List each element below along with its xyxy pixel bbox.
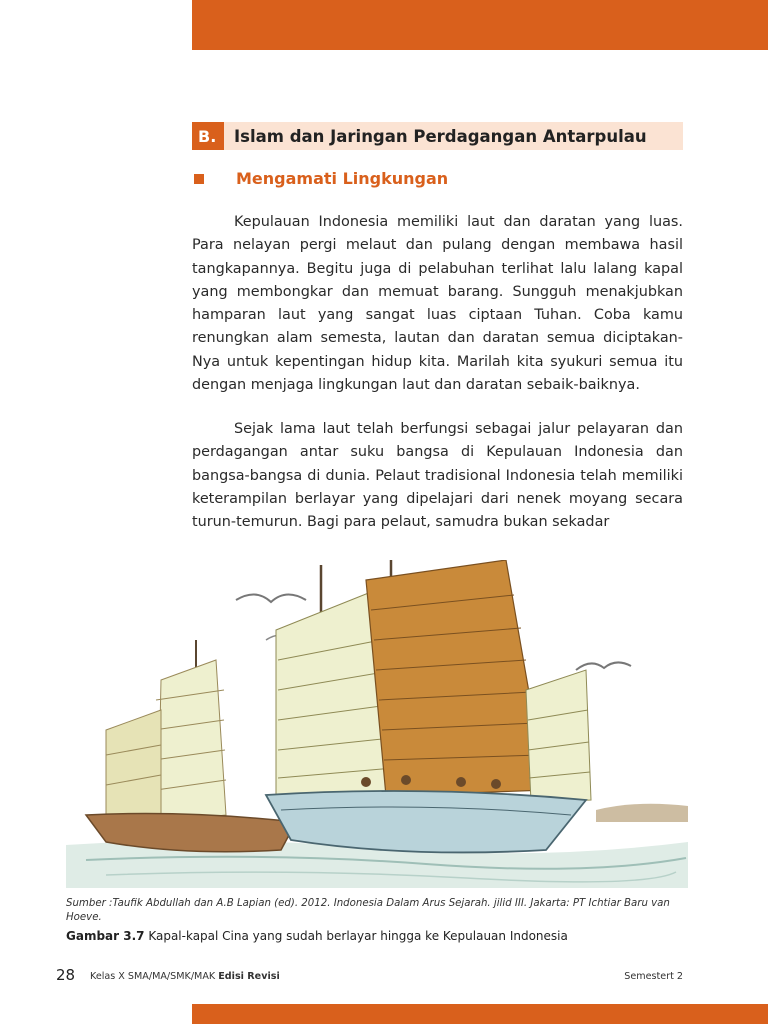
bottom-accent-bar bbox=[192, 1004, 768, 1024]
footer-semester: Semestert 2 bbox=[624, 971, 683, 982]
section-heading bbox=[192, 122, 683, 150]
body-paragraph-1: Kepulauan Indonesia memiliki laut dan daratan yang luas. Para nelayan pergi melaut dan pulang dengan membawa hasil tangkapannya. Begitu juga di pelabuhan terlihat lalu lalang kapal yang membongkar dan memuat barang. Sungguh menakjubkan hamparan laut yang sangat luas ciptaan Tuhan. Coba kamu renungkan alam semesta, lautan dan daratan semua diciptakan-Nya untuk kepentingan hidup kita. Marilah kita syukuri semua itu dengan menjaga lingkungan laut dan daratan sebaik-baiknya. bbox=[192, 214, 683, 394]
caption-text: Kapal-kapal Cina yang sudah berlayar hingga ke Kepulauan Indonesia bbox=[144, 929, 568, 943]
top-accent-bar bbox=[192, 0, 768, 50]
subsection-title: Mengamati Lingkungan bbox=[236, 169, 449, 188]
caption-label: Gambar 3.7 bbox=[66, 929, 145, 943]
book-title: Kelas X SMA/MA/SMK/MAK bbox=[90, 971, 219, 982]
page-number: 28 bbox=[56, 966, 76, 984]
section-letter: B. bbox=[192, 122, 224, 150]
figure-caption bbox=[66, 928, 706, 944]
footer-book-title bbox=[90, 971, 280, 982]
square-bullet-icon bbox=[194, 174, 204, 184]
section-title: Islam dan Jaringan Perdagangan Antarpulau bbox=[234, 126, 647, 146]
figure-source: Sumber :Taufik Abdullah dan A.B Lapian (ed). 2012. Indonesia Dalam Arus Sejarah. jilid III. Jakarta: PT Ichtiar Baru van Hoeve. bbox=[66, 898, 670, 923]
book-edition: Edisi Revisi bbox=[218, 971, 280, 982]
junk-ships-illustration bbox=[66, 560, 688, 888]
body-paragraph-2: Sejak lama laut telah berfungsi sebagai jalur pelayaran dan perdagangan antar suku bangsa di Kepulauan Indonesia dan bangsa-bangsa di dunia. Pelaut tradisional Indonesia telah memiliki keterampilan berlayar yang dipelajari dari nenek moyang secara turun-temurun. Bagi para pelaut, samudra bukan sekadar bbox=[192, 421, 683, 531]
sub-heading bbox=[192, 169, 448, 188]
